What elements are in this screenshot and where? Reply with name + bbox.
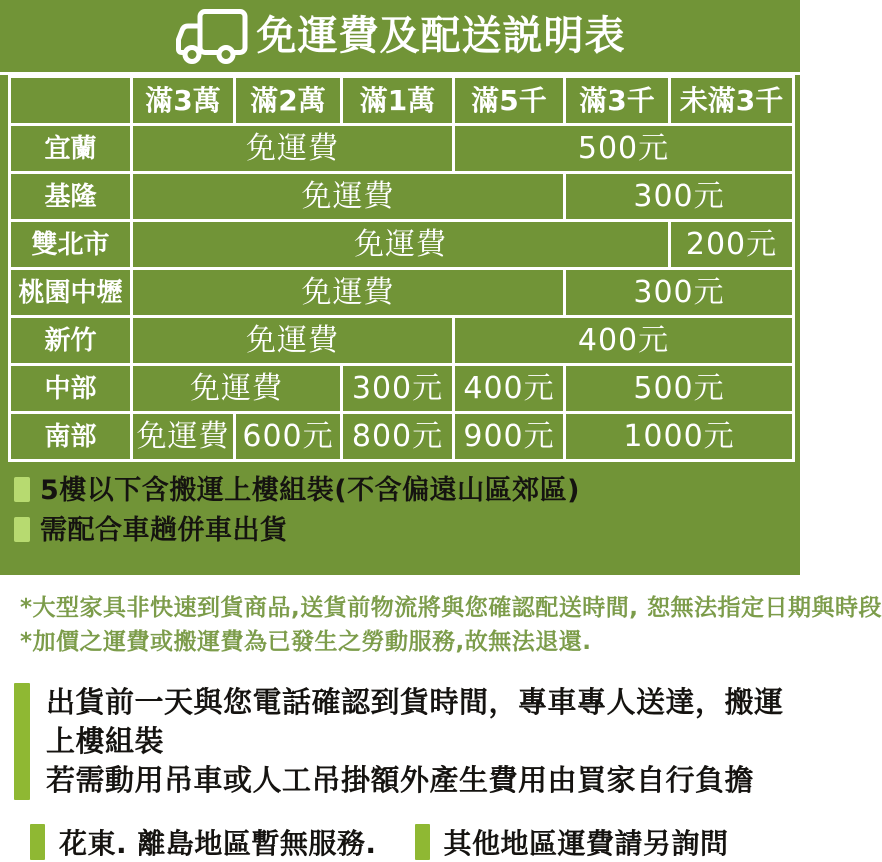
column-header: 滿2萬 bbox=[235, 77, 342, 125]
free-shipping-cell: 免運費 bbox=[132, 269, 565, 317]
page-title: 免運費及配送説明表 bbox=[256, 13, 626, 59]
region-header: 南部 bbox=[10, 413, 132, 461]
green-notes bbox=[0, 462, 800, 546]
table-row bbox=[10, 125, 794, 173]
fee-cell: 300元 bbox=[565, 173, 794, 221]
accent-bar-icon bbox=[14, 683, 30, 800]
green-note bbox=[14, 515, 800, 546]
accent-bar-icon bbox=[30, 824, 45, 860]
fee-cell: 200元 bbox=[670, 221, 794, 269]
fee-cell: 300元 bbox=[342, 365, 454, 413]
accent-bar-icon bbox=[415, 824, 430, 860]
region-header: 雙北市 bbox=[10, 221, 132, 269]
green-note-text: 需配合車趟併車出貨 bbox=[40, 515, 288, 547]
shipping-table bbox=[8, 75, 795, 462]
title-bar bbox=[0, 0, 800, 72]
bottom-note bbox=[30, 822, 377, 862]
fee-cell: 400元 bbox=[454, 365, 565, 413]
bottom-notes bbox=[30, 822, 800, 862]
region-header: 宜蘭 bbox=[10, 125, 132, 173]
fee-cell: 800元 bbox=[342, 413, 454, 461]
footnote: *加價之運費或搬運費為已發生之勞動服務,故無法退還. bbox=[20, 629, 592, 655]
table-row bbox=[10, 269, 794, 317]
square-bullet-icon bbox=[14, 477, 30, 502]
region-header: 新竹 bbox=[10, 317, 132, 365]
delivery-truck-icon bbox=[175, 8, 249, 66]
column-header: 未滿3千 bbox=[670, 77, 794, 125]
region-header: 中部 bbox=[10, 365, 132, 413]
fee-cell: 1000元 bbox=[565, 413, 794, 461]
fee-cell: 500元 bbox=[454, 125, 794, 173]
region-header: 桃園中壢 bbox=[10, 269, 132, 317]
table-row bbox=[10, 221, 794, 269]
table-row bbox=[10, 413, 794, 461]
fee-cell: 600元 bbox=[235, 413, 342, 461]
table-row bbox=[10, 317, 794, 365]
fee-cell: 900元 bbox=[454, 413, 565, 461]
bottom-note-text: 花東. 離島地區暫無服務. bbox=[59, 827, 377, 860]
green-note-text: 5樓以下含搬運上樓組裝(不含偏遠山區郊區) bbox=[40, 475, 580, 506]
free-shipping-cell: 免運費 bbox=[132, 317, 454, 365]
shipping-info bbox=[14, 683, 800, 800]
column-header: 滿3千 bbox=[565, 77, 670, 125]
white-section bbox=[0, 591, 882, 862]
fee-cell: 500元 bbox=[565, 365, 794, 413]
table-row bbox=[10, 365, 794, 413]
column-header: 滿5千 bbox=[454, 77, 565, 125]
footnote: *大型家具非快速到貨商品,送貨前物流將與您確認配送時間, 恕無法指定日期與時段 bbox=[20, 595, 882, 621]
green-note bbox=[14, 475, 800, 506]
shipping-info-line1: 出貨前一天與您電話確認到貨時間，專車專人送達，搬運上樓組裝 bbox=[46, 685, 784, 758]
corner-cell bbox=[10, 77, 132, 125]
free-shipping-cell: 免運費 bbox=[132, 173, 565, 221]
bottom-note bbox=[415, 822, 729, 862]
fee-cell: 300元 bbox=[565, 269, 794, 317]
shipping-info-line2: 若需動用吊車或人工吊掛額外產生費用由買家自行負擔 bbox=[46, 763, 755, 797]
free-shipping-cell: 免運費 bbox=[132, 125, 454, 173]
bottom-note-text: 其他地區運費請另詢問 bbox=[443, 827, 729, 860]
square-bullet-icon bbox=[14, 517, 30, 542]
table-row bbox=[10, 173, 794, 221]
free-shipping-cell: 免運費 bbox=[132, 365, 342, 413]
table-header-row bbox=[10, 77, 794, 125]
region-header: 基隆 bbox=[10, 173, 132, 221]
column-header: 滿1萬 bbox=[342, 77, 454, 125]
free-shipping-cell: 免運費 bbox=[132, 413, 235, 461]
table-body bbox=[10, 125, 794, 461]
shipping-info-text bbox=[46, 683, 800, 800]
column-header: 滿3萬 bbox=[132, 77, 235, 125]
footnotes bbox=[20, 591, 882, 659]
free-shipping-cell: 免運費 bbox=[132, 221, 670, 269]
fee-cell: 400元 bbox=[454, 317, 794, 365]
